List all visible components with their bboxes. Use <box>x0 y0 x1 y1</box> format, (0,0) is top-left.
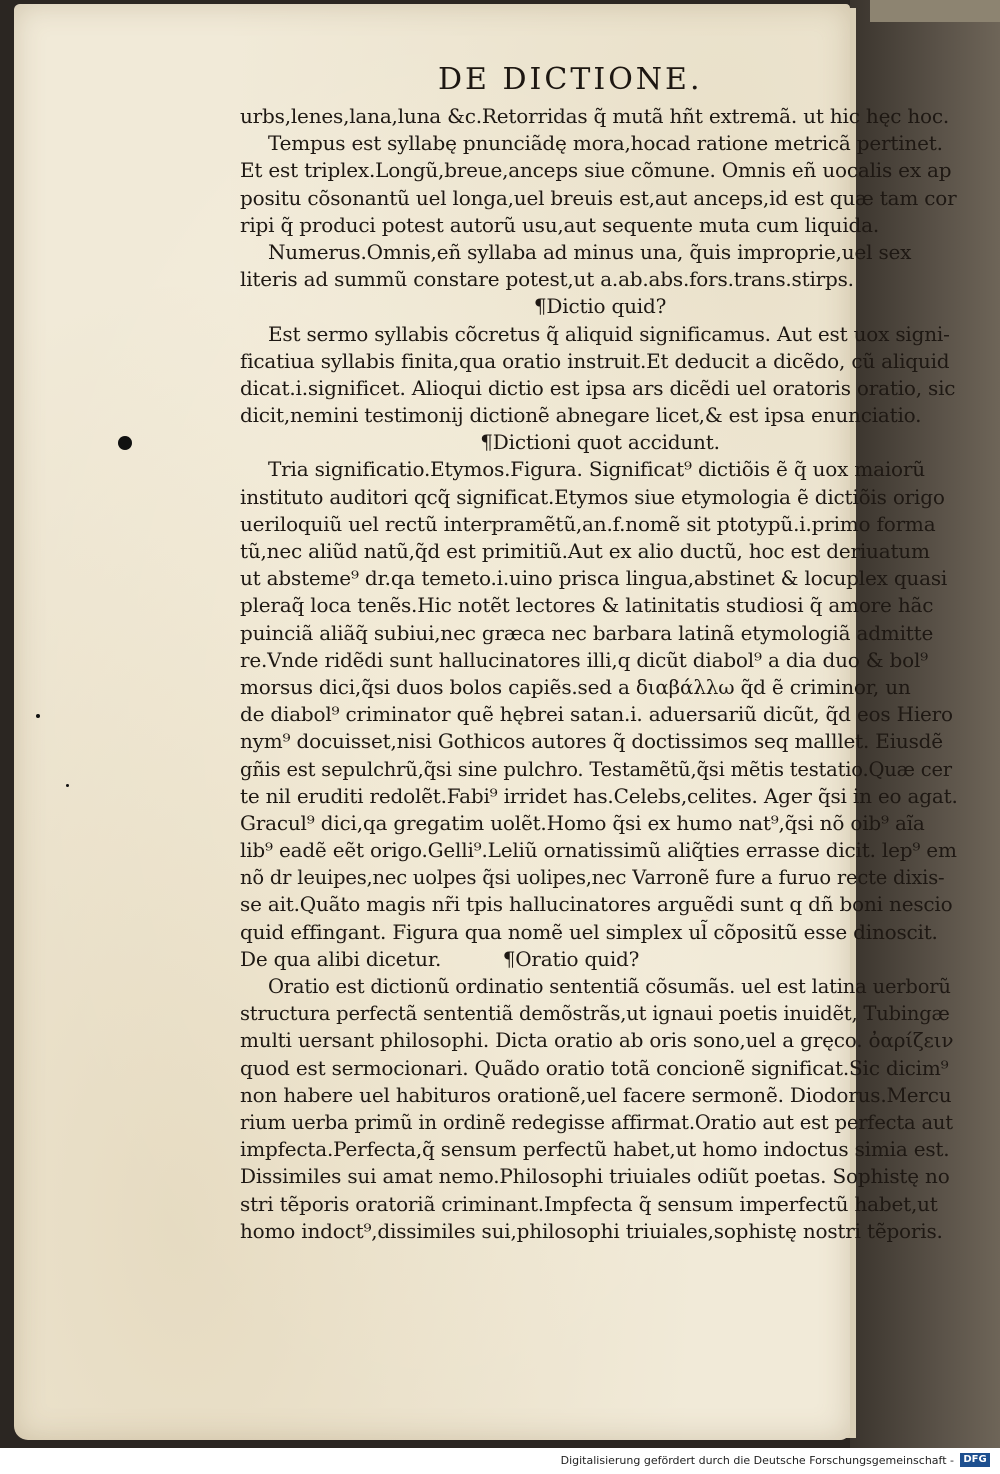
text-line: literis ad summũ constare potest,ut a.ab.abs.fors.trans.stirps. <box>240 267 854 292</box>
text-line: te nil eruditi redolẽt.Fabi⁹ irridet has.Celebs,celites. Ager q̃si in eo agat. <box>240 783 958 808</box>
running-head: DE DICTIONE. <box>438 62 703 97</box>
text-line: Dissimiles sui amat nemo.Philosophi triuiales odiũt poetas. Sophistę no <box>240 1164 950 1189</box>
ink-spot <box>118 436 132 450</box>
text-line: dicat.i.significet. Alioqui dictio est ipsa ars dicẽdi uel oratoris oratio, sic <box>240 375 956 400</box>
text-line: multi uersant philosophi. Dicta oratio ab oris sono,uel a gręco. ὀαρίζειν <box>240 1028 954 1053</box>
funding-note: Digitalisierung gefördert durch die Deutsche Forschungsgemeinschaft - <box>560 1454 954 1467</box>
text-line: lib⁹ eadẽ eẽt origo.Gelli⁹.Leliũ ornatissimũ aliq̃ties errasse dicit. lep⁹ em <box>240 838 957 863</box>
text-line: rium uerba primũ in ordinẽ redegisse affirmat.Oratio aut est perfecta aut <box>240 1110 953 1134</box>
text-line: Gracul⁹ dici,qa gregatim uolẽt.Homo q̃si ex humo nat⁹,q̃si nõ oib⁹ aĩa <box>240 810 925 835</box>
text-line: ueriloquiũ uel rectũ interpramẽtũ,an.f.nomẽ sit ptotypũ.i.primo forma <box>240 511 936 536</box>
text-line: ripi q̃ produci potest autorũ usu,aut sequente muta cum liquida. <box>240 212 880 237</box>
section-heading: ¶Dictio quid? <box>533 294 667 319</box>
section-heading: ¶Dictioni quot accidunt. <box>480 430 720 455</box>
text-line: Et est triplex.Longũ,breue,anceps siue cõmune. Omnis eñ uocalis ex ap <box>240 158 952 183</box>
text-line: quod est sermocionari. Quãdo oratio totã concionẽ significat.Sic dicim⁹ <box>240 1055 949 1080</box>
text-line: positu cõsonantũ uel longa,uel breuis est,aut anceps,id est quæ tam cor <box>240 185 957 210</box>
text-line: impfecta.Perfecta,q̃ sensum perfectũ habet,ut homo indoctus simia est. <box>240 1137 950 1162</box>
text-line: pleraq̃ loca tenẽs.Hic notẽt lectores & latinitatis studiosi q̃ amore hãc <box>240 593 934 618</box>
text-line: Tempus est syllabę pnunciãdę mora,hocad ratione metricã pertinet. <box>268 131 943 156</box>
text-line: se ait.Quãto magis nr̃i tpis hallucinatores arguẽdi sunt q dñ boni nescio <box>240 892 953 917</box>
ink-spot <box>36 714 40 718</box>
text-line: stri tẽporis oratoriã criminant.Impfecta q̃ sensum imperfectũ habet,ut <box>240 1191 938 1216</box>
text-line: structura perfectã sententiã demõstrãs,ut ignaui poetis inuidẽt, Tubingæ <box>240 1002 950 1026</box>
text-line: Tria significatio.Etymos.Figura. Significat⁹ dictiõis ẽ q̃ uox maiorũ <box>268 457 925 482</box>
text-line: urbs,lenes,lana,luna &c.Retorridas q̃ mutã hñt extremã. ut hic hęc hoc. <box>240 104 950 128</box>
text-line: De qua alibi dicetur. ¶Oratio quid? <box>240 946 640 971</box>
text-line: nõ dr leuipes,nec uolpes q̃si uolipes,nec Varronẽ fure a furuo recte dixis- <box>240 866 945 890</box>
text-line: instituto auditori qcq̃ significat.Etymos siue etymologia ẽ dictiõis origo <box>240 484 945 509</box>
digitization-footer <box>0 1448 1000 1474</box>
text-line: non habere uel habituros orationẽ,uel facere sermonẽ. Diodorus.Mercu <box>240 1082 952 1107</box>
text-line: Est sermo syllabis cõcretus q̃ aliquid significamus. Aut est uox signi- <box>268 321 950 346</box>
text-line: morsus dici,q̃si duos bolos capiẽs.sed a διαβάλλω q̃d ẽ criminor, un <box>240 674 911 699</box>
ink-spot <box>66 784 69 787</box>
text-line: ficatiua syllabis finita,qua oratio instruit.Et deducit a dicẽdo, cũ aliquid <box>240 348 950 373</box>
text-line: tũ,nec aliũd natũ,q̃d est primitiũ.Aut ex alio ductũ, hoc est deriuatum <box>240 539 930 563</box>
text-line: Oratio est dictionũ ordinatio sententiã cõsumãs. uel est latina uerborũ <box>268 975 951 998</box>
text-line: ut absteme⁹ dr.qa temeto.i.uino prisca lingua,abstinet & locuplex quasi <box>240 566 948 591</box>
text-line: nym⁹ docuisset,nisi Gothicos autores q̃ doctissimos seq malllet. Eiusdẽ <box>240 729 943 754</box>
text-line: quid effingant. Figura qua nomẽ uel simplex ul̃ cõpositũ esse dinoscit. <box>240 919 938 944</box>
text-line: de diabol⁹ criminator quẽ hębrei satan.i. aduersariũ dicũt, q̃d eos Hiero <box>240 702 953 727</box>
main-text <box>240 103 960 1245</box>
text-line: puinciã aliãq̃ subiui,nec græca nec barbara latinã etymologiã admitte <box>240 620 934 645</box>
text-line: Numerus.Omnis,eñ syllaba ad minus una, q̃uis improprie,uel sex <box>268 239 912 264</box>
text-line: homo indoct⁹,dissimiles sui,philosophi triuiales,sophistę nostri tẽporis. <box>240 1218 943 1243</box>
text-line: re.Vnde ridẽdi sunt hallucinatores illi,q dicũt diabol⁹ a dia duo & bol⁹ <box>240 647 929 672</box>
dfg-logo: DFG <box>960 1453 990 1467</box>
text-line: gñis est sepulchrũ,q̃si sine pulchro. Testamẽtũ,q̃si mẽtis testatio.Quæ cer <box>240 757 952 781</box>
text-line: dicit,nemini testimonij dictionẽ abnegare licet,& est ipsa enunciatio. <box>240 403 922 428</box>
binding-strip <box>870 0 1000 22</box>
